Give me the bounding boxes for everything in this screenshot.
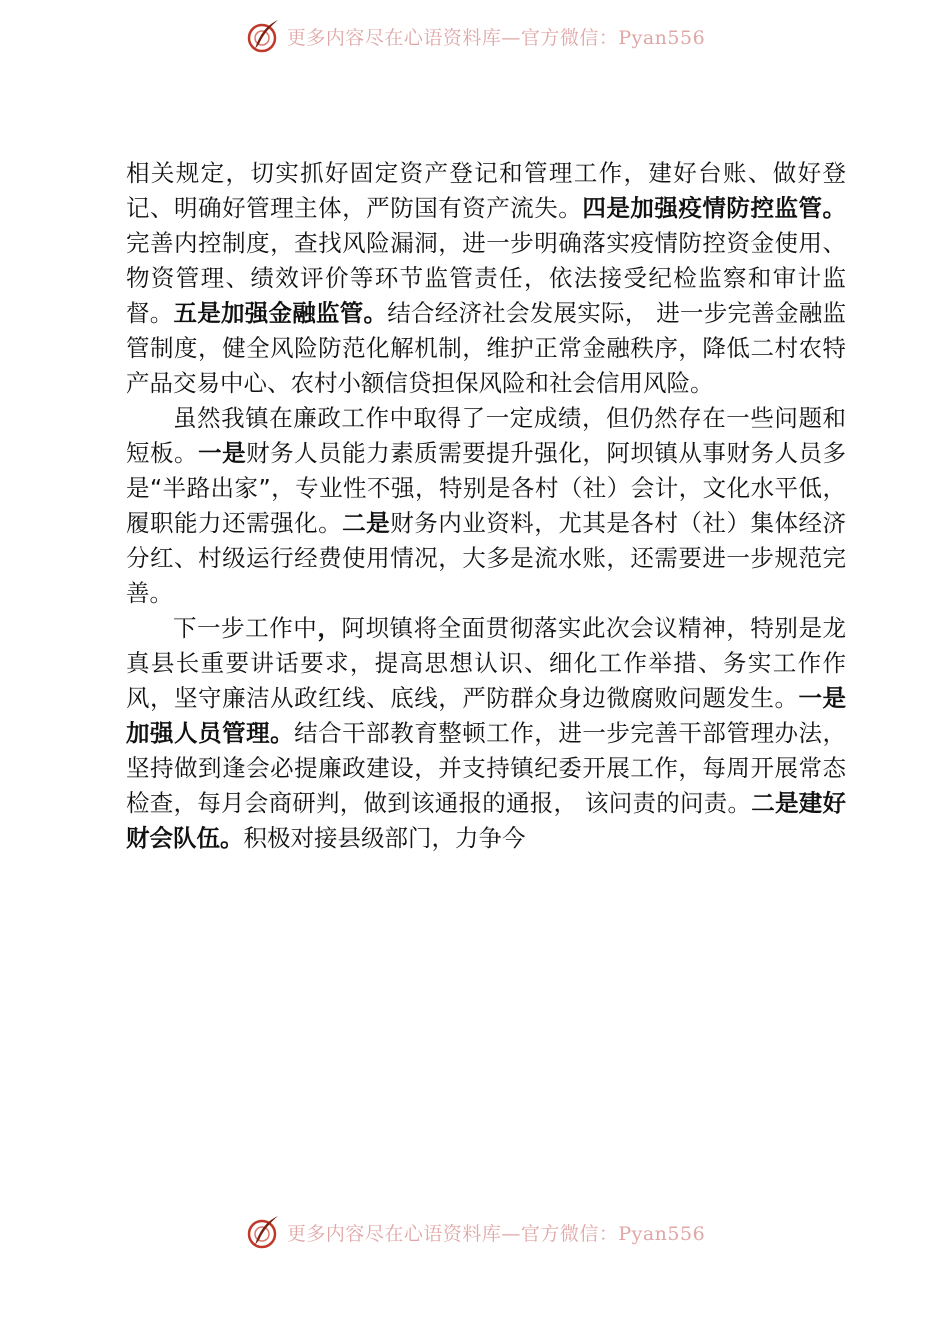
body-text: 财务内业资料，尤其是各村（社）集体经济分红、村级运行经费使用情况，大多是流水账，还需要进一步规范完善。 xyxy=(126,509,847,607)
body-text: 完善内控制度，查找风险漏洞，进一步明确落实疫情防控资金使用、物资管理、绩效评价等环节监管责任，依法接受纪检监察和审计监督。 xyxy=(126,229,846,327)
body-text: 结合干部教育整顿工作，进一步完善干部管理办法，坚持做到逢会必提廉政建设，并支持镇纪委开展工作，每周开展常态检查，每月会商研判，做到该通报的通报， 该问责的问责。 xyxy=(126,719,847,817)
paragraph xyxy=(126,611,846,856)
bold-heading-text: 二是 xyxy=(342,509,391,537)
bold-heading-text: ， xyxy=(317,614,342,642)
quill-seal-logo-icon xyxy=(245,18,281,54)
bold-heading-text: 一是 xyxy=(198,439,247,467)
bold-heading-text: 四是加强疫情防控监管。 xyxy=(582,194,847,222)
body-text: 下一步工作中 xyxy=(173,614,318,642)
body-text: 阿坝镇将全面贯彻落实此次会议精神，特别是龙真县长重要讲话要求，提高思想认识、细化工作举措、务实工作作风，坚守廉洁从政红线、底线，严防群众身边微腐败问题发生。 xyxy=(126,614,847,712)
watermark-text: 更多内容尽在心语资料库—官方微信：Pyan556 xyxy=(286,1222,706,1245)
watermark-header xyxy=(0,14,950,58)
document-body xyxy=(126,156,846,856)
body-text: 相关规定，切实抓好固定资产登记和管理工作，建好台账、做好登记、明确好管理主体，严防国有资产流失。 xyxy=(126,159,846,222)
paragraph xyxy=(126,401,846,611)
body-text: 财务人员能力素质需要提升强化，阿坝镇从事财务人员多是“半路出家”，专业性不强，特别是各村（社）会计，文化水平低，履职能力还需强化。 xyxy=(126,439,847,537)
quill-seal-logo-icon xyxy=(245,1214,281,1250)
bold-heading-text: 二是建好财会队伍。 xyxy=(126,789,846,852)
bold-heading-text: 五是加强金融监管。 xyxy=(173,299,388,327)
bold-heading-text: 一是加强人员管理。 xyxy=(126,684,847,747)
body-text: 积极对接县级部门，力争今 xyxy=(243,824,526,852)
body-text: 结合经济社会发展实际， 进一步完善金融监管制度，健全风险防范化解机制，维护正常金融秩序，降低二村农特产品交易中心、农村小额信贷担保风险和社会信用风险。 xyxy=(126,299,847,397)
body-text: 虽然我镇在廉政工作中取得了一定成绩，但仍然存在一些问题和短板。 xyxy=(126,404,846,467)
paragraph xyxy=(126,156,846,401)
watermark-footer xyxy=(0,1210,950,1254)
watermark-text: 更多内容尽在心语资料库—官方微信：Pyan556 xyxy=(286,26,706,49)
